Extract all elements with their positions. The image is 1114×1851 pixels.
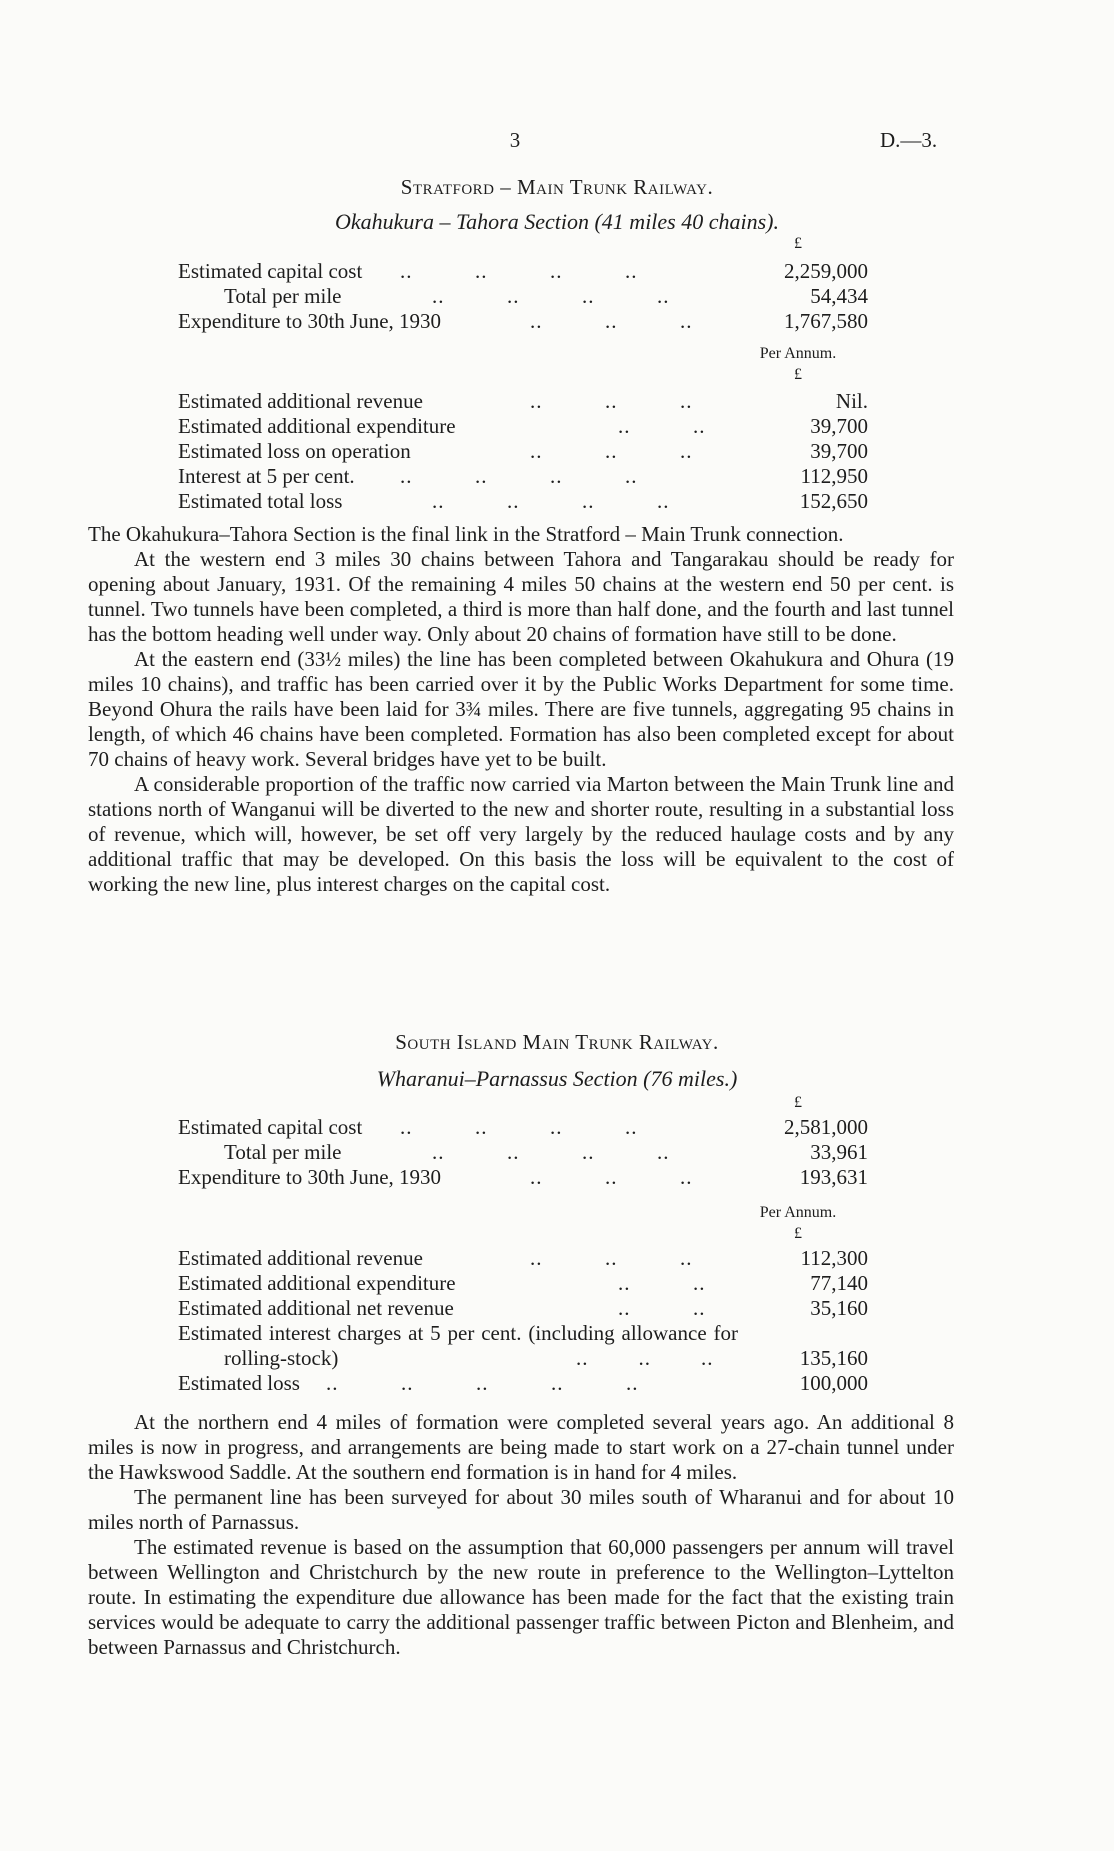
per-annum-label: Per Annum. <box>759 1204 837 1221</box>
paragraph: At the northern end 4 miles of formation were completed several years ago. An additional 8 miles is now in progress, and arrangements are being made to start work on a 27-chain tunnel under the Hawkswood Saddle. At the southern end formation is in hand for 4 miles. <box>88 1410 954 1484</box>
row-label: Estimated loss on operation <box>178 439 411 463</box>
row-value: 33,961 <box>810 1140 868 1164</box>
row-value: 112,300 <box>800 1246 868 1270</box>
row-label: Expenditure to 30th June, 1930 <box>178 309 442 333</box>
row-value: 35,160 <box>810 1296 868 1320</box>
row-value: 39,700 <box>810 414 868 438</box>
leader-dots: .. .. .. <box>530 389 693 413</box>
paragraph: The estimated revenue is based on the assumption that 60,000 passengers per annum will travel between Wellington and Christchurch by the new route in preference to the Wellington–Lyttelton route. In estimating the expenditure due allowance has been made for the fact that the existing train services would be adequate to carry the additional passenger traffic between Picton and Blenheim, and between Parnassus and Christchurch. <box>88 1535 954 1659</box>
row-value: 152,650 <box>799 489 868 513</box>
row-value: 135,160 <box>799 1346 868 1370</box>
row-label: Estimated additional expenditure <box>178 414 456 438</box>
table-row <box>178 389 868 414</box>
currency-label: £ <box>794 1094 802 1111</box>
leader-dots: .. .. .. <box>530 1246 693 1270</box>
table-row <box>178 259 868 284</box>
row-label: Estimated loss <box>178 1371 300 1395</box>
table-row <box>178 1246 868 1271</box>
leader-dots: .. .. .. .. <box>400 1115 638 1139</box>
row-value: 100,000 <box>799 1371 868 1395</box>
paragraph: The permanent line has been surveyed for about 30 miles south of Wharanui and for about 10 miles north of Parnassus. <box>88 1485 954 1534</box>
section-subtitle: Wharanui–Parnassus Section (76 miles.) <box>376 1066 738 1091</box>
currency-label: £ <box>794 366 802 383</box>
table-row <box>178 1296 868 1321</box>
row-label: Estimated additional revenue <box>178 1246 423 1270</box>
row-value: 2,259,000 <box>784 259 868 283</box>
table-row <box>178 464 868 489</box>
section-body <box>88 1410 954 1660</box>
leader-dots: .. .. .. .. <box>432 284 670 308</box>
leader-dots: .. .. <box>618 1296 706 1320</box>
row-label: Expenditure to 30th June, 1930 <box>178 1165 442 1189</box>
leader-dots: .. .. .. .. <box>432 489 670 513</box>
table-row <box>178 309 868 334</box>
leader-dots: .. .. .. .. <box>400 259 638 283</box>
row-label: Estimated capital cost <box>178 259 363 283</box>
per-annum-label: Per Annum. <box>759 345 837 362</box>
paragraph: At the eastern end (33½ miles) the line has been completed between Okahukura and Ohura (19 miles 10 chains), and traffic has been carried over it by the Public Works Department for some time. Beyond Ohura the rails have been laid for 3¾ miles. There are five tunnels, aggregating 95 chains in length, of which 46 chains have been completed. Formation has also been completed except for about 70 chains of heavy work. Several bridges have yet to be built. <box>88 647 954 771</box>
row-label: Interest at 5 per cent. <box>178 464 355 488</box>
row-value: 193,631 <box>799 1165 868 1189</box>
row-label: Estimated additional expenditure <box>178 1271 456 1295</box>
leader-dots: .. .. <box>618 414 706 438</box>
table-row <box>178 414 868 439</box>
leader-dots: .. .. <box>618 1271 706 1295</box>
row-label: Estimated total loss <box>178 489 343 513</box>
table-row <box>178 439 868 464</box>
row-value: 54,434 <box>810 284 868 308</box>
section-subtitle: Okahukura – Tahora Section (41 miles 40 chains). <box>334 209 780 234</box>
currency-label: £ <box>794 1225 802 1242</box>
row-value: 77,140 <box>810 1271 868 1295</box>
leader-dots: .. .. .. <box>530 439 693 463</box>
table-row <box>178 1115 868 1140</box>
leader-dots: .. .. .. <box>576 1346 714 1370</box>
row-value: 1,767,580 <box>784 309 868 333</box>
row-value: 2,581,000 <box>784 1115 868 1139</box>
row-label: Total per mile <box>224 1140 342 1164</box>
table-row <box>178 1140 868 1165</box>
leader-dots: .. .. .. .. .. <box>326 1371 639 1395</box>
table-row <box>178 489 868 514</box>
row-value: 39,700 <box>810 439 868 463</box>
paragraph: A considerable proportion of the traffic now carried via Marton between the Main Trunk line and stations north of Wanganui will be diverted to the new and shorter route, resulting in a substantial loss of revenue, which will, however, be set off very largely by the reduced haulage costs and by any additional traffic that may be developed. On this basis the loss will be equivalent to the cost of working the new line, plus interest charges on the capital cost. <box>88 772 954 896</box>
document-reference: D.—3. <box>880 128 938 152</box>
table-row <box>178 1165 868 1190</box>
leader-dots: .. .. .. <box>530 1165 693 1189</box>
table-row <box>178 284 868 309</box>
page-number: 3 <box>509 128 521 152</box>
paragraph: The Okahukura–Tahora Section is the final link in the Stratford – Main Trunk connection. <box>88 522 844 546</box>
leader-dots: .. .. .. .. <box>432 1140 670 1164</box>
row-label: Estimated additional net revenue <box>178 1296 454 1320</box>
row-label: Total per mile <box>224 284 342 308</box>
row-label: Estimated interest charges at 5 per cent. (including allowance for rolling-stock) <box>178 1321 738 1370</box>
table-row <box>178 1371 868 1396</box>
row-value: Nil. <box>835 389 868 413</box>
wrapped-row-label <box>178 1321 738 1371</box>
section-title: Stratford – Main Trunk Railway. <box>400 175 714 199</box>
row-label: Estimated additional revenue <box>178 389 423 413</box>
leader-dots: .. .. .. .. <box>400 464 638 488</box>
section-body <box>88 522 954 897</box>
table-row <box>178 1271 868 1296</box>
paragraph: At the western end 3 miles 30 chains between Tahora and Tangarakau should be ready for opening about January, 1931. Of the remaining 4 miles 50 chains at the western end 50 per cent. is tunnel. Two tunnels have been completed, a third is more than half done, and the fourth and last tunnel has the bottom heading well under way. Only about 20 chains of formation have still to be done. <box>88 547 954 646</box>
section-title: South Island Main Trunk Railway. <box>395 1030 719 1054</box>
row-value: 112,950 <box>800 464 868 488</box>
currency-label: £ <box>794 235 802 252</box>
leader-dots: .. .. .. <box>530 309 693 333</box>
row-label: Estimated capital cost <box>178 1115 363 1139</box>
